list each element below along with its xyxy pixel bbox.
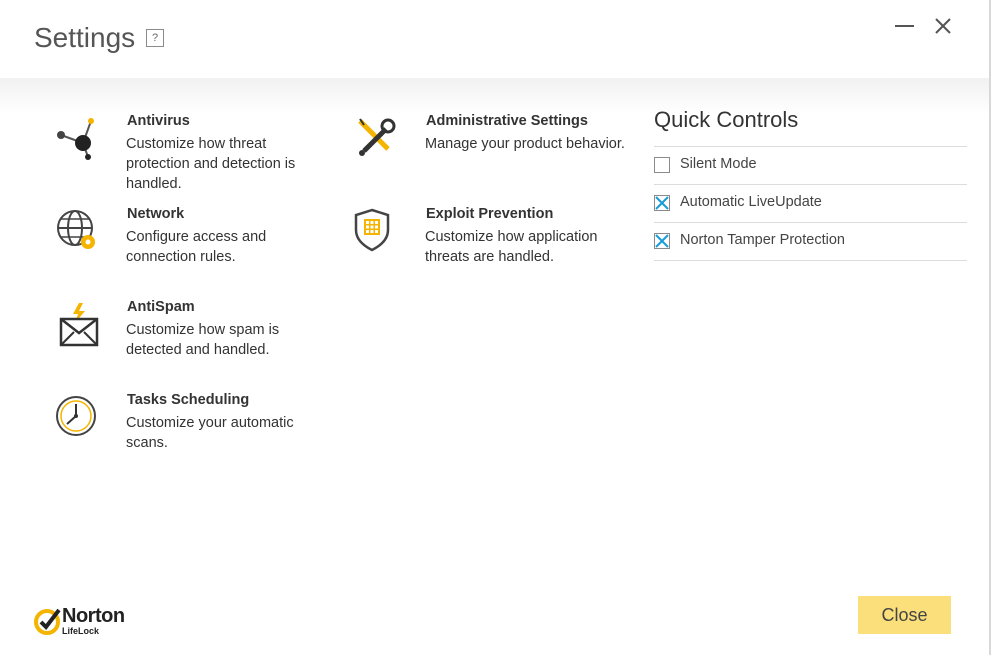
- clock-icon: [55, 394, 103, 442]
- norton-logo: [33, 604, 143, 638]
- norton-brand-text: Norton: [62, 605, 125, 627]
- network-desc: Configure access and connection rules.: [126, 229, 267, 265]
- silent-mode-label: Silent Mode: [680, 156, 757, 172]
- help-icon[interactable]: ?: [146, 29, 164, 47]
- antivirus-title: Antivirus: [127, 113, 190, 129]
- silent-mode-checkbox[interactable]: [654, 157, 670, 173]
- exploit-prevention-desc: Customize how application threats are handled.: [425, 229, 598, 265]
- tamper-protection-row[interactable]: [654, 222, 967, 261]
- network-globe-icon: [55, 208, 103, 256]
- automatic-liveupdate-row[interactable]: [654, 184, 967, 222]
- norton-check-icon: [33, 606, 63, 636]
- exploit-prevention-title: Exploit Prevention: [426, 206, 554, 222]
- network-title: Network: [127, 206, 185, 222]
- header-band: [0, 78, 991, 114]
- antivirus-icon: [55, 115, 103, 163]
- antispam-desc: Customize how spam is detected and handled.: [126, 322, 280, 358]
- tamper-protection-label: Norton Tamper Protection: [680, 232, 845, 248]
- antispam-envelope-icon: [55, 301, 103, 349]
- tools-icon: [354, 115, 402, 163]
- antivirus-desc: Customize how threat protection and detection is handled.: [126, 136, 296, 192]
- administrative-settings-desc: Manage your product behavior.: [425, 136, 625, 152]
- shield-icon: [354, 208, 402, 256]
- antispam-title: AntiSpam: [127, 299, 195, 315]
- lifelock-brand-text: LifeLock: [62, 626, 100, 636]
- close-window-button[interactable]: [932, 15, 954, 37]
- automatic-liveupdate-label: Automatic LiveUpdate: [680, 194, 822, 210]
- silent-mode-row[interactable]: [654, 146, 967, 184]
- tamper-protection-checkbox[interactable]: [654, 233, 670, 249]
- administrative-settings-title: Administrative Settings: [426, 113, 588, 129]
- close-button[interactable]: Close: [858, 596, 951, 634]
- tasks-scheduling-title: Tasks Scheduling: [127, 392, 250, 408]
- minimize-button[interactable]: [895, 16, 915, 36]
- page-title: Settings: [34, 22, 136, 53]
- close-icon: [932, 15, 954, 37]
- automatic-liveupdate-checkbox[interactable]: [654, 195, 670, 211]
- check-x-icon: [655, 234, 669, 248]
- quick-controls-title: Quick Controls: [654, 107, 799, 132]
- check-x-icon: [655, 196, 669, 210]
- tasks-scheduling-desc: Customize your automatic scans.: [126, 415, 294, 451]
